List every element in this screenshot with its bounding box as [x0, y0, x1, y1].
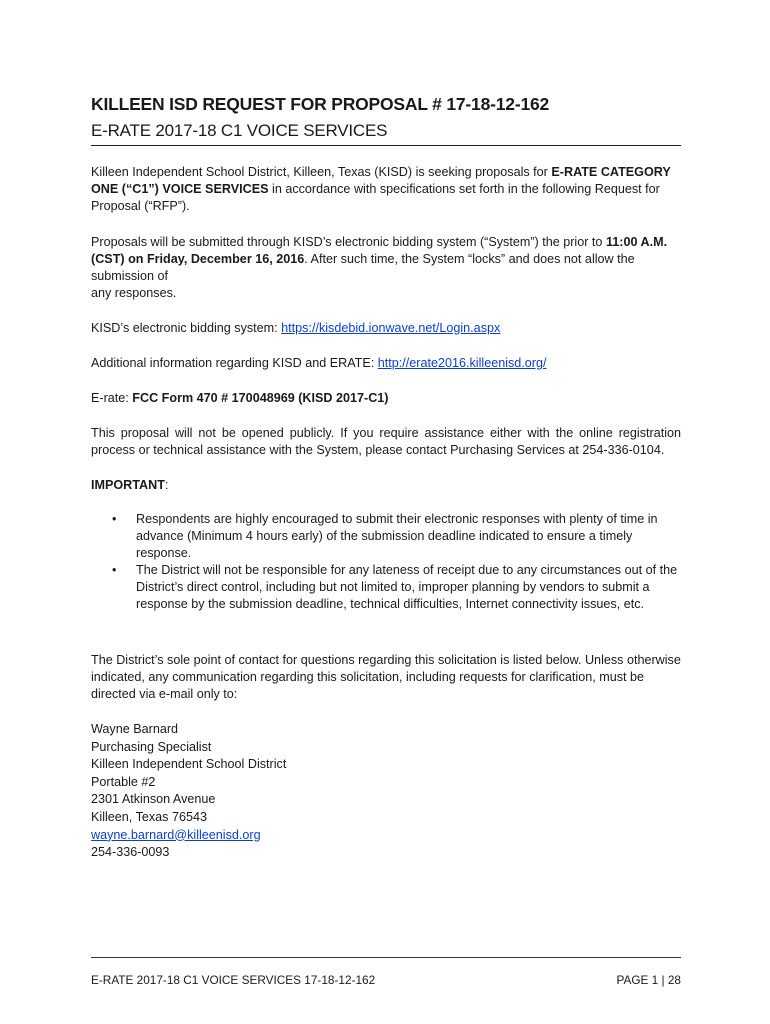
erate-form-number: FCC Form 470 # 170048969 (KISD 2017-C1) [132, 391, 389, 405]
bullet-icon: • [112, 563, 117, 577]
intro-text: Killeen Independent School District, Killeen, Texas (KISD) is seeking proposals for [91, 165, 552, 179]
important-label: IMPORTANT [91, 478, 165, 492]
contact-block [91, 721, 286, 862]
contact-building: Portable #2 [91, 774, 156, 789]
contact-city: Killeen, Texas 76543 [91, 809, 207, 824]
contact-title: Purchasing Specialist [91, 739, 212, 754]
list-item-text: Respondents are highly encouraged to submit their electronic responses with plenty of time in advance (Minimum 4 hours early) of the submission deadline indicated to ensure a timely response. [136, 512, 658, 560]
deadline-bold: 11:00 A.M. (CST) on Friday, December 16, 2016 [91, 235, 668, 266]
erate-form-line [91, 390, 681, 407]
bidding-system-link[interactable]: https://kisdebid.ionwave.net/Login.aspx [281, 321, 501, 335]
title-divider [91, 145, 681, 146]
deadline-line2: any responses. [91, 286, 177, 300]
contact-street: 2301 Atkinson Avenue [91, 792, 216, 807]
contact-intro-paragraph: The District’s sole point of contact for questions regarding this solicitation is listed below. Unless otherwise indicated, any communication regarding this solicitation, including requests for clarification, must be directed via e-mail only to: [91, 653, 681, 701]
bidding-system-label: KISD’s electronic bidding system: [91, 321, 282, 335]
contact-organization: Killeen Independent School District [91, 757, 287, 772]
footer-page-number: PAGE 1 | 28 [616, 973, 681, 987]
intro-bold: E-RATE CATEGORY ONE (“C1”) VOICE SERVICES [91, 165, 671, 196]
document-title: KILLEEN ISD REQUEST FOR PROPOSAL # 17-18-12-162 [91, 94, 550, 114]
important-heading [91, 477, 681, 494]
bullet-icon: • [112, 512, 117, 526]
additional-info-label: Additional information regarding KISD and ERATE: [91, 356, 378, 370]
deadline-paragraph [91, 234, 681, 302]
important-colon: : [164, 478, 169, 492]
erate-label: E-rate: [91, 391, 133, 405]
bidding-system-line [91, 320, 681, 337]
footer-document-label: E-RATE 2017-18 C1 VOICE SERVICES 17-18-12-162 [91, 973, 376, 987]
public-notice-paragraph: This proposal will not be opened publicly. If you require assistance either with the online registration process or technical assistance with the System, please contact Purchasing Services at 254-336-0104. [91, 426, 681, 457]
deadline-text: Proposals will be submitted through KISD’s electronic bidding system (“System”) the prior to [91, 235, 606, 249]
document-subtitle: E-RATE 2017-18 C1 VOICE SERVICES [91, 121, 388, 140]
important-list [91, 511, 681, 613]
list-item [91, 562, 681, 613]
intro-text-end: in accordance with specifications set forth in the following Request for Proposal (“RFP”). [91, 182, 660, 213]
contact-email-link[interactable]: wayne.barnard@killeenisd.org [91, 827, 261, 842]
intro-paragraph [91, 164, 681, 215]
footer-divider [91, 957, 681, 958]
additional-info-line [91, 355, 681, 372]
contact-phone: 254-336-0093 [91, 845, 170, 860]
list-item [91, 511, 681, 562]
list-item-text: The District will not be responsible for any lateness of receipt due to any circumstances out of the District’s direct control, including but not limited to, improper planning by vendors to submit a response by the submission deadline, technical difficulties, Internet connectivity issues, etc. [136, 563, 678, 611]
erate-info-link[interactable]: http://erate2016.killeenisd.org/ [377, 356, 547, 370]
contact-name: Wayne Barnard [91, 722, 179, 736]
deadline-text-end: . After such time, the System “locks” and does not allow the submission of [91, 252, 635, 283]
